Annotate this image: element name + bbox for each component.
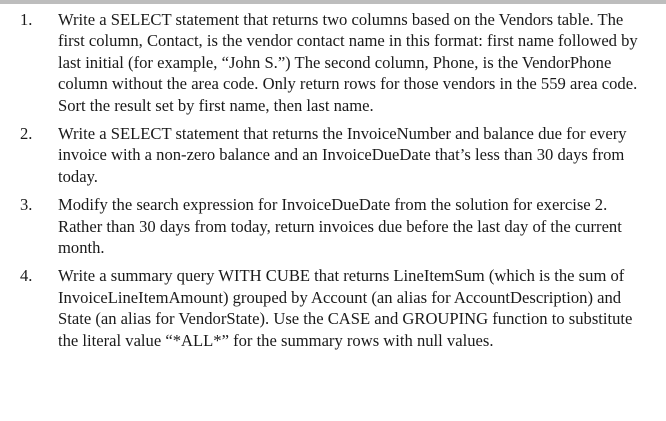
exercise-number: 4.	[20, 266, 33, 286]
exercise-item-2	[0, 123, 666, 187]
exercise-item-1	[0, 9, 666, 116]
exercise-list	[0, 9, 666, 358]
exercise-number: 1.	[20, 10, 33, 29]
exercise-text: Write a SELECT statement that returns two columns based on the Vendors table. The first column, Contact, is the vendor contact name in this format: first name followed by last initial (for example, “John S.”) The second column, Phone, is the VendorPhone column without the area code. Only return rows for those vendors in the 559 area code. Sort the result set by first name, then last name.	[58, 10, 638, 115]
exercise-text: Write a SELECT statement that returns the InvoiceNumber and balance due for every invoice with a non-zero balance and an InvoiceDueDate that’s less than 30 days from today.	[58, 124, 627, 186]
exercise-text: Write a summary query WITH CUBE that returns LineItemSum (which is the sum of InvoiceLineItemAmount) grouped by Account (an alias for AccountDescription) and State (an alias for VendorState). Use the CASE and GROUPING function to substitute the literal value “*ALL*” for the summary rows with null values.	[58, 266, 633, 350]
exercise-item-3	[0, 194, 666, 258]
top-divider-bar	[0, 0, 666, 4]
exercise-number: 2.	[20, 124, 33, 144]
exercise-number: 3.	[20, 195, 33, 215]
exercise-text: Modify the search expression for InvoiceDueDate from the solution for exercise 2. Rather than 30 days from today, return invoices due before the last day of the current month.	[58, 195, 622, 258]
exercise-item-4	[0, 265, 666, 351]
